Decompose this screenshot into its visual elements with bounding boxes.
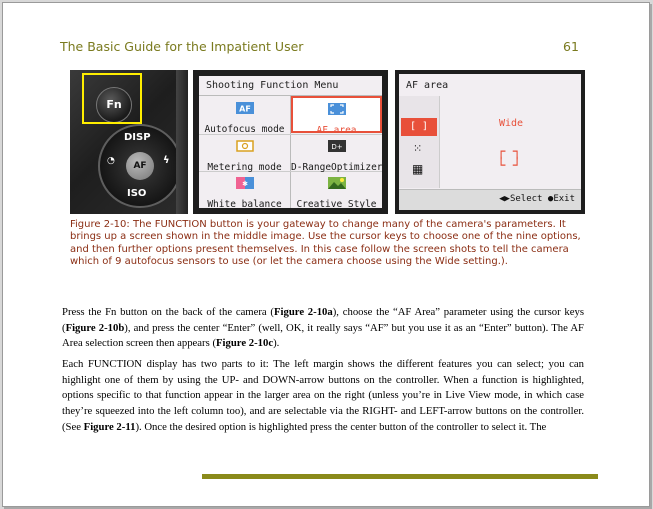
drive-mode-icon: ◔ [107, 156, 115, 166]
text-run: Each FUNCTION display has two parts to it: The left margin shows the different features you can select; you can highlight one of them by using the UP- and DOWN-arrow buttons on the controller. When a function is highlighted, options specific to that function appear in the larger area on the right (unless you’re in Live View mode, in which case they’re squeezed into the left column too), and are selectable via the RIGHT- and LEFT-arrow buttons on the controller. (See [62, 358, 584, 433]
af-footer-hint [499, 194, 575, 204]
figure-reference: Figure 2-10b [65, 321, 125, 334]
menu-item-label: Creative Style [296, 199, 377, 210]
figure-reference: Figure 2-10a [273, 306, 333, 318]
figure-2-10b-function-menu [193, 70, 388, 214]
af-bracket-bottom-left-icon: └ [497, 158, 506, 174]
fn-button: Fn [96, 87, 132, 123]
menu-item-d-range-optimizer [291, 135, 382, 172]
selected-option-label: Wide [499, 118, 524, 129]
text-run: Press the Fn button on the back of the camera ( [62, 306, 274, 318]
svg-text:AF: AF [238, 104, 251, 114]
fn-highlight-box [82, 73, 142, 124]
footer-select-label: Select [509, 194, 543, 204]
footer-exit-label: Exit [553, 194, 575, 204]
menu-item-metering-mode [199, 135, 290, 172]
text-run: ), and press the center “Enter” (well, OK, it really says “AF” but you use it as an “Enter” button). The AF Area selection screen then appears ( [62, 321, 584, 350]
text-run: ), choose the “AF Area” parameter using the cursor keys ( [62, 306, 584, 334]
af-screen [399, 74, 581, 210]
spot-option-icon: ⁙ [413, 142, 423, 155]
menu-item-label: Autofocus mode [204, 124, 285, 135]
figure-reference: Figure 2-10c [216, 337, 274, 350]
flash-icon: ϟ [163, 155, 170, 166]
menu-item-af-area [291, 96, 382, 136]
text-run: ). [273, 337, 280, 350]
controller-dial [98, 124, 182, 208]
af-enter-button: AF [126, 152, 154, 180]
metering-icon [236, 140, 254, 152]
af-area-title: AF area [406, 80, 449, 91]
iso-label: ISO [127, 188, 147, 199]
menu-item-label: White balance [207, 199, 282, 210]
figure-2-10c-af-area-screen [395, 70, 585, 214]
white-balance-icon [236, 177, 254, 189]
menu-item-white-balance [199, 172, 290, 209]
menu-screen [199, 76, 382, 208]
af-bracket-top-right-icon: ┐ [513, 144, 522, 160]
running-header-title: The Basic Guide for the Impatient User [60, 39, 304, 54]
af-area-icon [328, 103, 346, 115]
text-run: ). Once the desired option is highlighted press the center button of the controller to select it. The [135, 420, 547, 433]
menu-item-label: D-RangeOptimizer [291, 162, 383, 173]
figure-caption [70, 219, 582, 268]
af-option-column [399, 96, 440, 188]
body-paragraph-2 [62, 357, 584, 436]
menu-item-autofocus-mode [199, 97, 290, 134]
figure-caption-label: Figure 2-10 [70, 219, 127, 230]
svg-text:✱: ✱ [241, 180, 248, 188]
page-number: 61 [563, 39, 579, 54]
menu-item-label: AF area [316, 125, 357, 136]
figure-caption-text: : The FUNCTION button is your gateway to change many of the camera's parameters. It brings up a screen shown in the middle image. Use the cursor keys to choose one of the nine options, and then further options present themselves. In this case follow the screen shots to tell the camera which of 9 autofocus sensors to use (or let the camera choose using the Wide setting.). [70, 219, 581, 267]
af-footer [399, 189, 581, 210]
dro-icon [328, 140, 346, 152]
local-option-icon: ▦ [412, 162, 424, 176]
creative-style-icon [328, 177, 346, 189]
select-arrows-icon: ◀▶ [499, 194, 510, 204]
exit-dot-icon: ● [547, 194, 554, 204]
af-icon [236, 102, 254, 114]
af-bracket-bottom-right-icon: ┘ [513, 158, 522, 174]
camera-edge [176, 70, 188, 214]
figure-reference: Figure 2-11 [83, 420, 136, 433]
svg-text:D+: D+ [330, 143, 343, 151]
disp-label: DISP [124, 132, 151, 143]
body-paragraph-1 [62, 305, 584, 352]
menu-title: Shooting Function Menu [206, 80, 339, 91]
footer-rule [202, 474, 598, 479]
menu-item-creative-style [291, 172, 382, 209]
figure-2-10a-camera-photo [70, 70, 188, 214]
menu-item-label: Metering mode [207, 162, 282, 173]
af-bracket-top-left-icon: ┌ [497, 144, 506, 160]
wide-option-icon: [ ] [401, 118, 437, 136]
